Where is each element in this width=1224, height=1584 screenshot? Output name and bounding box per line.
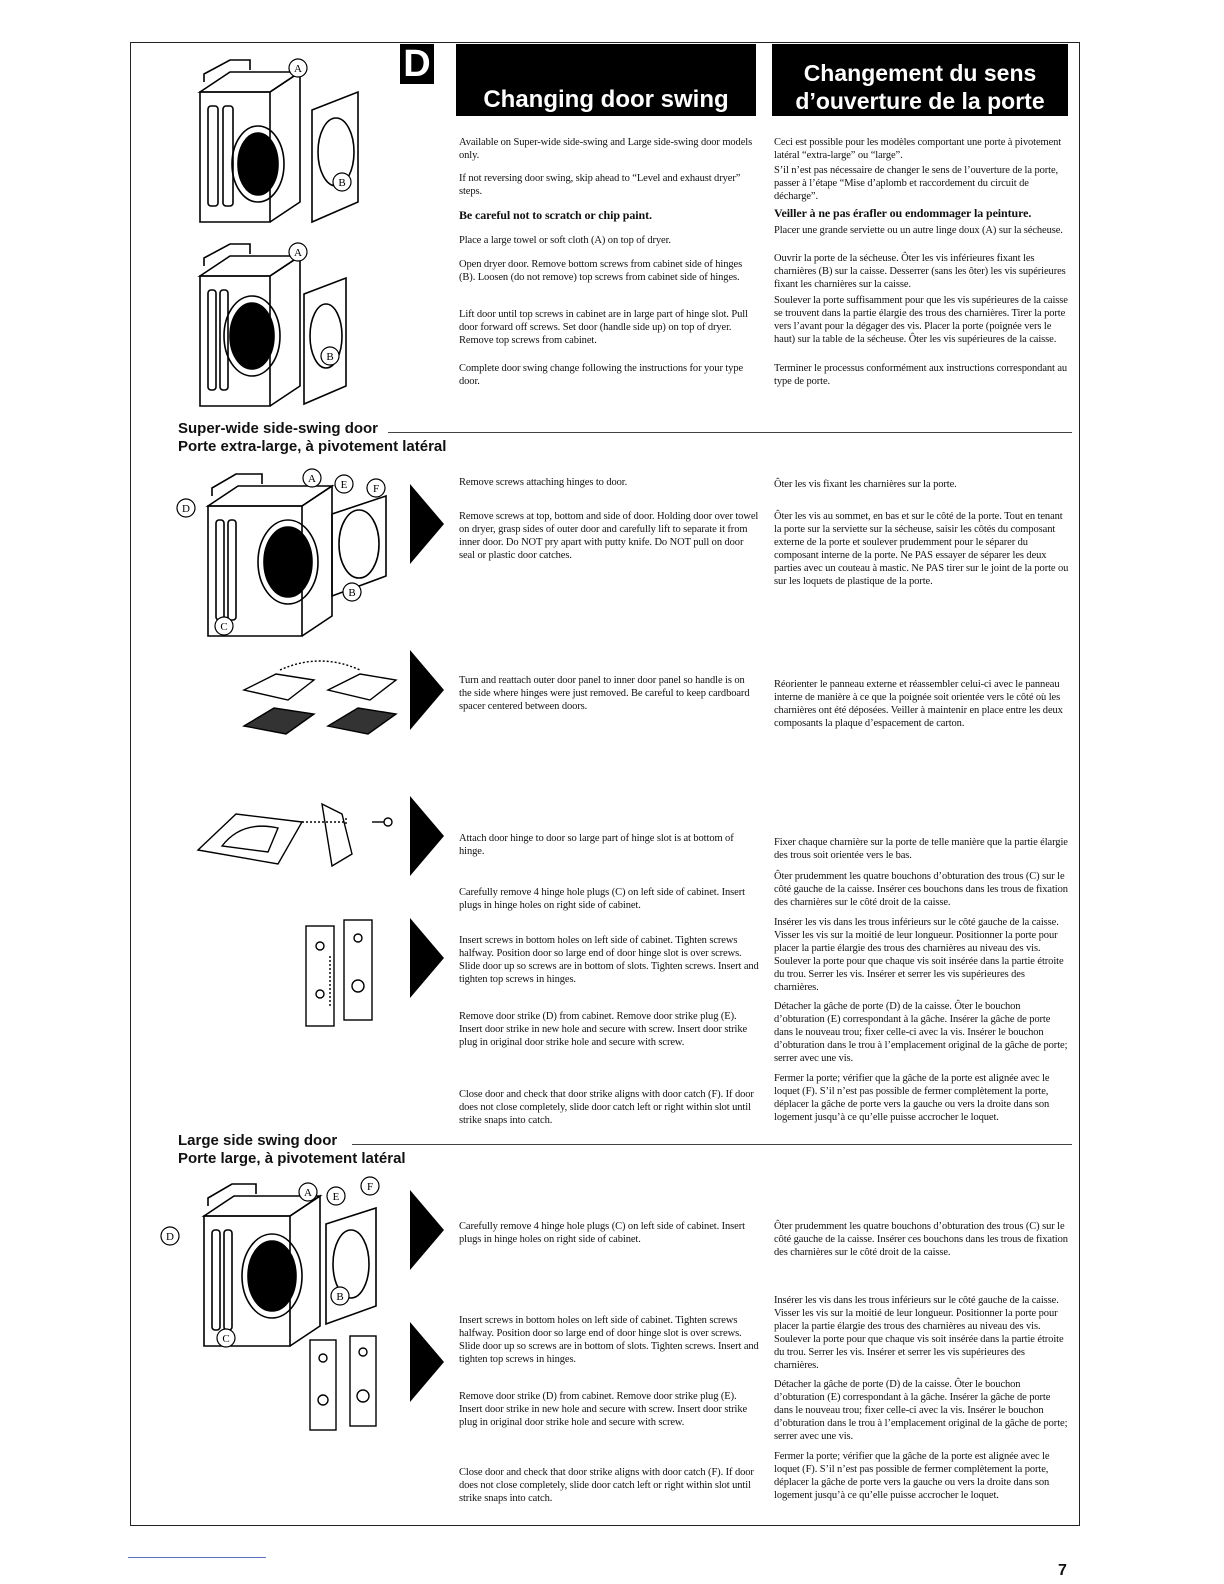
super-wide-step-fr-2: Ôter les vis au sommet, en bas et sur le côté de la porte. Tout en tenant la porte sur la serviette sur la sécheuse, saisir les côtés du composant externe de la porte et soulever prudemment pour le séparer du composant interne de la porte. Ne PAS essayer de séparer les deux parties avec un couteau à mastic. Ne PAS tirer sur le joint de la porte ou sur les loquets de plastique de la porte. — [774, 511, 1069, 587]
super-wide-step-en-5: Carefully remove 4 hinge hole plugs (C) on left side of cabinet. Insert plugs in hinge holes on right side of cabinet. — [459, 887, 745, 911]
super-wide-heading-fr: Porte extra-large, à pivotement latéral — [178, 438, 447, 455]
callout-b: B — [348, 587, 356, 599]
large-step-fr-1: Ôter prudemment les quatre bouchons d’obturation des trous (C) sur le côté gauche de la caisse. Insérer ces bouchons dans les trous de fixation des charnières sur le côté droit de la caisse. — [774, 1221, 1068, 1258]
callout-a: A — [294, 63, 302, 75]
super-wide-step-en-6: Insert screws in bottom holes on left side of cabinet. Tighten screws halfway. Position door so large end of door hinge slot is over screws. Slide door up so screws are in bottom of slots. Tighten screws. Insert and tighten top screws in hinges. — [459, 935, 759, 985]
intro-en-6: Lift door until top screws in cabinet are in large part of hinge slot. Pull door forward off screws. Set door (handle side up) on top of dryer. Remove top screws from cabinet. — [459, 309, 748, 346]
intro-en-5: Open dryer door. Remove bottom screws from cabinet side of hinges (B). Loosen (do not remove) top screws from cabinet side of hinges. — [459, 259, 743, 283]
large-heading-en: Large side swing door — [178, 1132, 338, 1149]
intro-en-2: If not reversing door swing, skip ahead to “Level and exhaust dryer” steps. — [459, 173, 741, 197]
dryer-illustration-4 — [160, 1176, 390, 1356]
super-wide-step-en-3: Turn and reattach outer door panel to inner door panel so handle is on the side where hinges were just removed. Be careful to keep cardboard spacer centered between doors. — [459, 675, 750, 712]
dryer-illustration-1 — [190, 52, 360, 228]
super-wide-step-en-2: Remove screws at top, bottom and side of door. Holding door over towel on dryer, grasp sides of outer door and carefully lift to separate it from inner door. Do NOT pry apart with putty knife. Do NOT pull on door seal or plastic door catches. — [459, 511, 759, 561]
super-wide-step-fr-3: Réorienter le panneau externe et réassembler celui-ci avec le panneau interne de manière à ce que la poignée soit orientée vers le côté où les charnières ont été déposées. Veiller à maintenir en place entre les deux composants la plaque d’espacement de carton. — [774, 679, 1063, 729]
super-wide-step-en-1: Remove screws attaching hinges to door. — [459, 477, 628, 488]
callout-e: E — [332, 1191, 340, 1203]
intro-fr-7: Terminer le processus conformément aux instructions correspondant au type de porte. — [774, 363, 1068, 387]
hinge-slot-illustration — [290, 916, 400, 1036]
intro-fr-1: Ceci est possible pour les modèles comportant une porte à pivotement latéral “extra-large” ou “large”. — [774, 137, 1062, 161]
super-wide-step-fr-8: Fermer la porte; vérifier que la gâche de la porte est alignée avec le loquet (F). S’il n’est pas possible de fermer complètement la porte, déplacer la gâche de porte vers la gauche ou vers la droite dans son logement jusqu’à ce qu’elle puisse accrocher le loquet. — [774, 1073, 1050, 1123]
header-title-fr-line2: d’ouverture de la porte — [795, 88, 1045, 114]
callout-a: A — [308, 473, 316, 485]
page-number: 7 — [1058, 1562, 1067, 1579]
dryer-illustration-3 — [172, 466, 402, 642]
callout-b: B — [336, 1291, 344, 1303]
callout-f: F — [372, 483, 380, 495]
step-arrow — [410, 796, 444, 876]
intro-en-7: Complete door swing change following the instructions for your type door. — [459, 363, 744, 387]
intro-en-4: Place a large towel or soft cloth (A) on top of dryer. — [459, 235, 671, 246]
callout-f: F — [366, 1181, 374, 1193]
callout-b: B — [326, 351, 334, 363]
callout-a: A — [304, 1187, 312, 1199]
intro-fr-6: Soulever la porte suffisamment pour que les vis supérieures de la caisse se trouvent dans la partie élargie des trous des charnières. Tirer la porte vers l’avant pour la dégager des vis. Placer la porte (poignée vers le haut) sur la table de la sécheuse. Ôter les vis supérieures de la caisse. — [774, 295, 1068, 345]
super-wide-step-en-8: Close door and check that door strike aligns with door catch (F). If door does not close completely, slide door catch left or right within slot until strike snaps into catch. — [459, 1089, 754, 1126]
callout-c: C — [222, 1333, 230, 1345]
super-wide-step-en-7: Remove door strike (D) from cabinet. Remove door strike plug (E). Insert door strike in new hole and secure with screw. Insert door strike plug in original door strike hole and secure with screw. — [459, 1011, 748, 1048]
step-arrow — [410, 918, 444, 998]
super-wide-step-fr-1: Ôter les vis fixant les charnières sur la porte. — [774, 479, 957, 490]
callout-d: D — [166, 1231, 174, 1243]
footer-link-line — [128, 1557, 266, 1558]
intro-en-warning: Be careful not to scratch or chip paint. — [459, 208, 652, 222]
large-step-fr-3: Détacher la gâche de porte (D) de la caisse. Ôter le bouchon d’obturation (E) correspondant à la gâche. Insérer la gâche de porte dans le nouveau trou; fixer celle-ci avec la vis. Insérer le bouchon d’obturation dans le trou à l’emplacement original de la gâche de porte; serrer avec une vis. — [774, 1379, 1068, 1442]
intro-fr-5: Ouvrir la porte de la sécheuse. Ôter les vis inférieures fixant les charnières (B) sur la caisse. Desserrer (sans les ôter) les vis supérieures fixant les charnières sur la caisse. — [774, 253, 1066, 290]
super-wide-step-fr-7: Détacher la gâche de porte (D) de la caisse. Ôter le bouchon d’obturation (E) correspondant à la gâche. Insérer la gâche de porte dans le nouveau trou; fixer celle-ci avec la vis. Insérer le bouchon d’obturation dans le trou à l’emplacement original de la gâche de porte; serrer avec une vis. — [774, 1001, 1068, 1064]
super-wide-heading-en: Super-wide side-swing door — [178, 420, 379, 437]
large-heading-fr: Porte large, à pivotement latéral — [178, 1150, 406, 1167]
callout-b: B — [338, 177, 346, 189]
intro-fr-4: Placer une grande serviette ou un autre linge doux (A) sur la sécheuse. — [774, 225, 1063, 236]
super-wide-step-fr-6: Insérer les vis dans les trous inférieurs sur le côté gauche de la caisse. Visser les vis sur la moitié de leur longueur. Positionner la porte pour placer la partie élargie des trous des charnières au niveau des vis. Soulever la porte pour que chaque vis soit insérée dans la partie étroite du trou. Serrer les vis. Insérer et serrer les vis supérieures des charnières. — [774, 917, 1064, 993]
header-banner-en — [456, 44, 756, 116]
header-title-fr-line1: Changement du sens — [803, 60, 1037, 86]
header-banner-fr — [772, 44, 1068, 116]
super-wide-step-fr-5: Ôter prudemment les quatre bouchons d’obturation des trous (C) sur le côté gauche de la caisse. Insérer ces bouchons dans les trous de fixation des charnières sur le côté droit de la caisse. — [774, 871, 1068, 908]
intro-en-1: Available on Super-wide side-swing and Large side-swing door models only. — [459, 137, 753, 161]
large-step-en-4: Close door and check that door strike aligns with door catch (F). If door does not close completely, slide door catch left or right within slot until strike snaps into catch. — [459, 1467, 754, 1504]
large-step-en-3: Remove door strike (D) from cabinet. Remove door strike plug (E). Insert door strike in new hole and secure with screw. Insert door strike plug in original door strike hole and secure with screw. — [459, 1391, 748, 1428]
callout-c: C — [220, 621, 228, 633]
callout-a: A — [294, 247, 302, 259]
section-letter-badge: D — [400, 44, 434, 84]
large-step-fr-4: Fermer la porte; vérifier que la gâche de la porte est alignée avec le loquet (F). S’il n’est pas possible de fermer complètement la porte, déplacer la gâche de porte vers la gauche ou vers la droite dans son logement jusqu’à ce qu’elle puisse accrocher le loquet. — [774, 1451, 1050, 1501]
large-step-en-2: Insert screws in bottom holes on left side of cabinet. Tighten screws halfway. Position door so large end of door hinge slot is over screws. Slide door up so screws are in bottom of slots. Tighten screws. Insert and tighten top screws in hinges. — [459, 1315, 759, 1365]
step-arrow — [410, 650, 444, 730]
super-wide-step-fr-4: Fixer chaque charnière sur la porte de telle manière que la partie élargie des trous soit orientée vers le bas. — [774, 837, 1068, 861]
header-title-en: Changing door swing — [483, 86, 729, 113]
callout-d: D — [182, 503, 190, 515]
section-divider — [388, 432, 1072, 433]
step-arrow — [410, 1190, 444, 1270]
intro-fr-warning: Veiller à ne pas érafler ou endommager la peinture. — [774, 206, 1032, 220]
step-arrow — [410, 484, 444, 564]
door-panels-illustration — [240, 656, 400, 766]
step-arrow — [410, 1322, 444, 1402]
intro-fr-2: S’il n’est pas nécessaire de changer le sens de l’ouverture de la porte, passer à l’étape “Mise d’aplomb et raccordement du circuit de décharge”. — [774, 165, 1059, 202]
section-divider — [352, 1144, 1072, 1145]
large-step-fr-2: Insérer les vis dans les trous inférieurs sur le côté gauche de la caisse. Visser les vis sur la moitié de leur longueur. Positionner la porte pour placer la partie élargie des trous des charnières au niveau des vis. Soulever la porte pour que chaque vis soit insérée dans la partie étroite du trou. Serrer les vis. Insérer et serrer les vis supérieures des charnières. — [774, 1295, 1064, 1371]
large-step-en-1: Carefully remove 4 hinge hole plugs (C) on left side of cabinet. Insert plugs in hinge holes on right side of cabinet. — [459, 1221, 745, 1245]
dryer-illustration-2 — [190, 236, 360, 412]
super-wide-step-en-4: Attach door hinge to door so large part of hinge slot is at bottom of hinge. — [459, 833, 734, 857]
hinge-slot-illustration — [300, 1330, 400, 1440]
callout-e: E — [340, 479, 348, 491]
hinge-attach-illustration — [196, 800, 402, 880]
